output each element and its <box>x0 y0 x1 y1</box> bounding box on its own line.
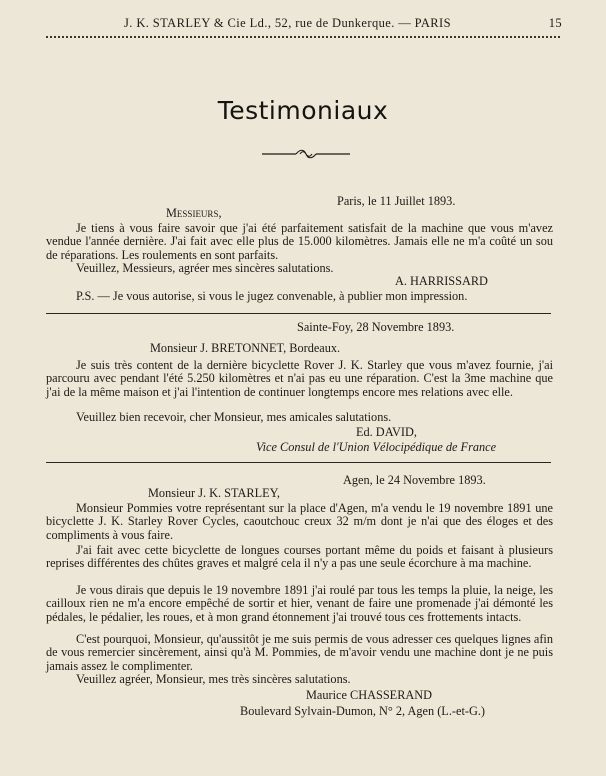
running-header <box>46 16 562 34</box>
letter-3-paragraph-1: Monsieur Pommies votre représentant sur la place d'Agen, m'a vendu le 19 novembre 1891 une bicyclette J. K. Starley Rover Cycles, caoutchouc creux 32 m/m dont je n'ai que des éloges et des compliments à vous faire. <box>46 501 553 542</box>
letter-3-address: Boulevard Sylvain-Dumon, N° 2, Agen (L.-et-G.) <box>240 704 486 718</box>
page-number: 15 <box>548 16 562 30</box>
letter-3-paragraph-3: Je vous dirais que depuis le 19 novembre 1891 j'ai roulé par tous les temps la pluie, la neige, les cailloux rien ne m'a encore empêché de sortir et hier, venant de faire une promenade j'ai démonté les pédales, le pédalier, les roues, et à mon grand étonnement j'ai trouvé tous ces frottements intacts. <box>46 583 553 624</box>
letter-2-closing: Veuillez bien recevoir, cher Monsieur, mes amicales salutations. <box>76 410 392 424</box>
letter-2-date: Sainte-Foy, 28 Novembre 1893. <box>297 320 455 334</box>
title-ornament <box>262 148 350 160</box>
header-dotted-rule <box>46 36 560 38</box>
letter-2-paragraph-1: Je suis très content de la dernière bicyclette Rover J. K. Starley que vous m'avez fournie, j'ai parcouru avec pendant l'été 5.250 kilomètres et n'ai pas eu une réparation. C'est la 3me machine que j'ai de la même maison et j'ai l'intention de continuer longtemps encore mes relations avec elle. <box>46 358 553 399</box>
letter-3-paragraph-2: J'ai fait avec cette bicyclette de longues courses portant même du poids et faisant à plusieurs reprises différentes des chûtes graves et malgré cela il n'y a pas une seule écorchure à ma machine. <box>46 543 553 571</box>
letter-1-salutation: Messieurs, <box>166 206 222 220</box>
letter-1-paragraph-1: Je tiens à vous faire savoir que j'ai été parfaitement satisfait de la machine que vous m'avez vendue l'année dernière. J'ai fait avec elle plus de 15.000 kilomètres. Jamais elle ne m'a coûté un sou de réparations. Les roulements en sont parfaits. <box>46 221 553 262</box>
letter-3-paragraph-4: C'est pourquoi, Monsieur, qu'aussitôt je me suis permis de vous adresser ces quelques lignes afin de vous remercier sincèrement, ainsi qu'à M. Pommies, de m'avoir vendu une machine dont je ne puis jamais assez le complimenter. <box>46 632 553 673</box>
letter-2-signature-title: Vice Consul de l'Union Vélocipédique de France <box>256 440 497 454</box>
letter-1-postscript: P.S. — Je vous autorise, si vous le jugez convenable, à publier mon impression. <box>76 289 468 303</box>
page-title: Testimoniaux <box>217 96 389 125</box>
letter-3-salutation: Monsieur J. K. STARLEY, <box>148 486 281 500</box>
letter-3-signature: Maurice CHASSERAND <box>306 688 433 702</box>
letter-separator-1 <box>46 313 551 314</box>
letter-2-salutation: Monsieur J. BRETONNET, Bordeaux. <box>150 341 341 355</box>
letter-2-signature: Ed. DAVID, <box>356 425 417 439</box>
letter-1-date: Paris, le 11 Juillet 1893. <box>337 194 456 208</box>
letter-3-date: Agen, le 24 Novembre 1893. <box>343 473 486 487</box>
letter-1-closing: Veuillez, Messieurs, agréer mes sincères salutations. <box>76 261 334 275</box>
letter-1-signature: A. HARRISSARD <box>395 274 488 288</box>
running-title: J. K. STARLEY & Cie Ld., 52, rue de Dunkerque. — PARIS <box>124 16 451 30</box>
letter-separator-2 <box>46 462 551 463</box>
letter-3-closing: Veuillez agréer, Monsieur, mes très sincères salutations. <box>76 672 351 686</box>
